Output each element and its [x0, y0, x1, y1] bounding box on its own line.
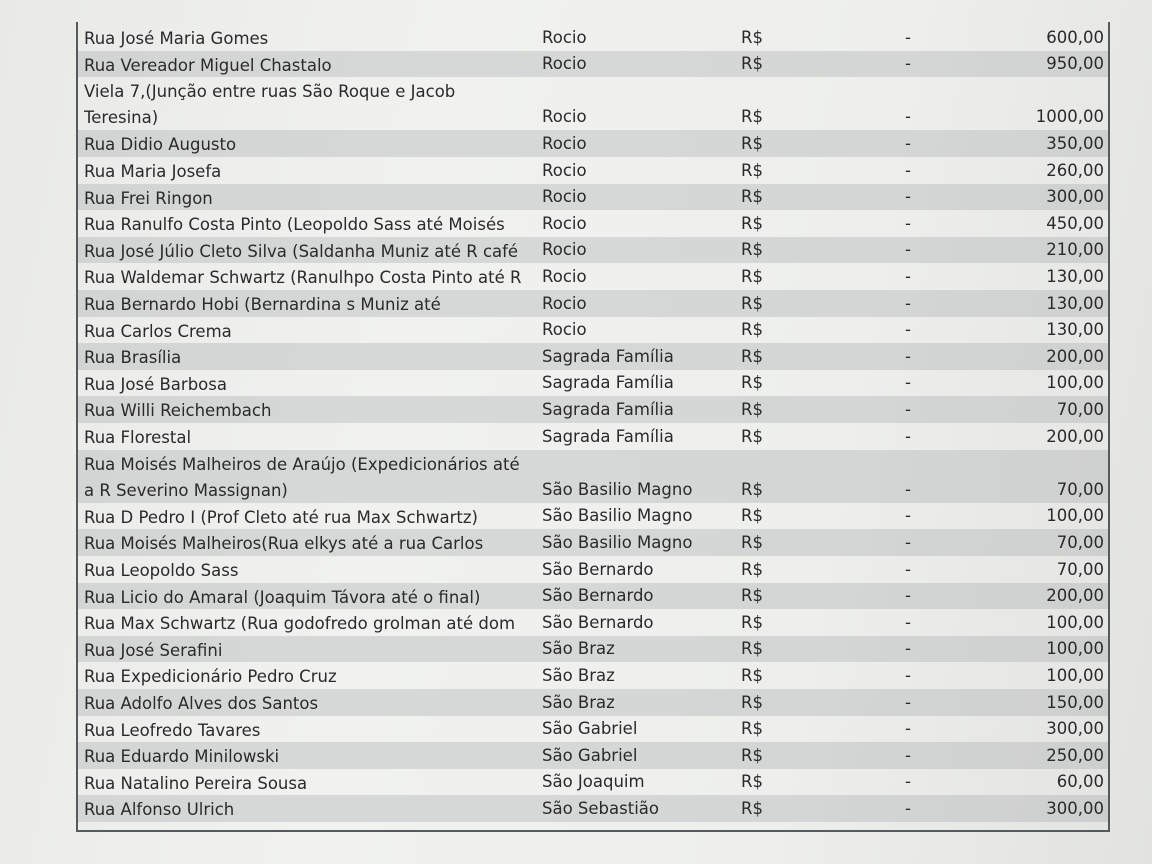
currency-cell: R$	[741, 320, 763, 340]
table-row	[78, 370, 1108, 397]
table-row	[78, 237, 1108, 264]
street-name	[84, 718, 260, 744]
neighborhood-cell: Rocio	[542, 133, 587, 153]
neighborhood-cell: Rocio	[542, 187, 587, 207]
street-name	[84, 319, 232, 345]
neighborhood-cell: São Gabriel	[542, 719, 638, 739]
neighborhood-cell: Rocio	[542, 160, 587, 180]
dash-cell: -	[905, 426, 911, 446]
table-row	[78, 157, 1108, 184]
table-row	[78, 662, 1108, 689]
street-name-line: Rua Alfonso Ulrich	[84, 800, 235, 820]
value-cell: 130,00	[1046, 320, 1104, 340]
table-row	[78, 795, 1108, 822]
neighborhood-cell: Sagrada Família	[542, 426, 674, 446]
neighborhood-cell: Sagrada Família	[542, 373, 674, 393]
street-name-line: Rua Expedicionário Pedro Cruz	[84, 667, 337, 687]
street-name	[84, 398, 271, 424]
value-cell: 200,00	[1046, 346, 1104, 366]
table-row	[78, 184, 1108, 211]
dash-cell: -	[905, 133, 911, 153]
currency-cell: R$	[741, 133, 763, 153]
neighborhood-cell: Rocio	[542, 293, 587, 313]
dash-cell: -	[905, 54, 911, 74]
dash-cell: -	[905, 373, 911, 393]
table-row	[78, 689, 1108, 716]
currency-cell: R$	[741, 586, 763, 606]
value-cell: 100,00	[1046, 506, 1104, 526]
value-cell: 200,00	[1046, 586, 1104, 606]
value-cell: 130,00	[1046, 293, 1104, 313]
value-cell: 600,00	[1046, 27, 1104, 47]
street-name-line: Rua Adolfo Alves dos Santos	[84, 694, 319, 713]
dash-cell: -	[905, 399, 911, 419]
dash-cell: -	[905, 213, 911, 233]
street-name-line: Rua Leopoldo Sass	[84, 561, 239, 580]
table-row	[78, 556, 1108, 583]
table-row	[78, 343, 1108, 370]
currency-cell: R$	[741, 266, 763, 286]
table-row	[78, 769, 1108, 796]
street-name-line: Rua Frei Ringon	[84, 188, 213, 208]
street-name	[84, 505, 478, 531]
value-cell: 100,00	[1046, 612, 1104, 632]
currency-cell: R$	[741, 506, 763, 526]
dash-cell: -	[905, 107, 911, 127]
street-name-line: Rua Maria Josefa	[84, 162, 222, 181]
table-row	[78, 529, 1108, 556]
dash-cell: -	[905, 559, 911, 579]
value-cell: 300,00	[1046, 187, 1104, 207]
currency-cell: R$	[741, 559, 763, 579]
street-name	[84, 797, 234, 823]
value-cell: 1000,00	[1035, 107, 1104, 127]
neighborhood-cell: Sagrada Família	[542, 399, 674, 419]
street-name-line: a R Severino Massignan)	[84, 480, 288, 500]
value-cell: 100,00	[1046, 665, 1104, 685]
street-name-line: Rua Waldemar Schwartz (Ranulhpo Costa Pinto até R	[84, 268, 522, 288]
neighborhood-cell: São Braz	[542, 639, 615, 659]
value-cell: 60,00	[1056, 772, 1104, 792]
neighborhood-cell: São Bernardo	[542, 612, 654, 632]
dash-cell: -	[905, 586, 911, 606]
currency-cell: R$	[741, 798, 763, 818]
table-row	[78, 51, 1108, 78]
street-name	[84, 664, 337, 690]
neighborhood-cell: Rocio	[542, 54, 587, 74]
dash-cell: -	[905, 479, 911, 499]
value-cell: 70,00	[1056, 399, 1104, 419]
street-name	[84, 53, 332, 79]
street-name-line: Rua José Barbosa	[84, 374, 227, 394]
currency-cell: R$	[741, 54, 763, 74]
dash-cell: -	[905, 240, 911, 260]
currency-cell: R$	[741, 532, 763, 552]
street-name	[84, 132, 236, 158]
currency-cell: R$	[741, 27, 763, 47]
currency-cell: R$	[741, 293, 763, 313]
street-name-line: Rua Willi Reichembach	[84, 401, 272, 421]
currency-cell: R$	[741, 612, 763, 632]
dash-cell: -	[905, 772, 911, 792]
street-name-line: Viela 7,(Junção entre ruas São Roque e Jacob	[84, 82, 456, 102]
table-row	[78, 609, 1108, 636]
dash-cell: -	[905, 266, 911, 286]
street-name-line: Rua Brasília	[84, 348, 182, 368]
street-name-line: Rua Didio Augusto	[84, 135, 237, 155]
street-name-line: Rua Leofredo Tavares	[84, 720, 261, 740]
street-name	[84, 345, 181, 371]
street-name-line: Rua Moisés Malheiros(Rua elkys até a rua Carlos	[84, 534, 484, 554]
dash-cell: -	[905, 639, 911, 659]
value-cell: 350,00	[1046, 133, 1104, 153]
street-name-line: Rua Vereador Miguel Chastalo	[84, 55, 332, 75]
table-row	[78, 636, 1108, 663]
street-name-line: Rua Eduardo Minilowski	[84, 747, 280, 767]
table-row	[78, 742, 1108, 769]
neighborhood-cell: São Gabriel	[542, 745, 638, 765]
neighborhood-cell: São Basilio Magno	[542, 506, 693, 526]
value-cell: 70,00	[1056, 479, 1104, 499]
street-name-line: Rua Florestal	[84, 428, 192, 447]
value-cell: 100,00	[1046, 639, 1104, 659]
table-row	[78, 290, 1108, 317]
currency-cell: R$	[741, 639, 763, 659]
dash-cell: -	[905, 346, 911, 366]
street-name-line: Rua José Maria Gomes	[84, 29, 269, 48]
street-name	[84, 239, 518, 265]
dash-cell: -	[905, 798, 911, 818]
currency-cell: R$	[741, 772, 763, 792]
neighborhood-cell: Rocio	[542, 107, 587, 127]
value-cell: 70,00	[1056, 532, 1104, 552]
dash-cell: -	[905, 612, 911, 632]
dash-cell: -	[905, 665, 911, 685]
neighborhood-cell: São Basilio Magno	[542, 479, 693, 499]
value-cell: 260,00	[1046, 160, 1104, 180]
street-name	[84, 691, 318, 717]
street-name	[84, 771, 307, 797]
street-name-line: Rua José Júlio Cleto Silva (Saldanha Muniz até R café	[84, 241, 519, 261]
value-cell: 130,00	[1046, 266, 1104, 286]
neighborhood-cell: Sagrada Família	[542, 346, 674, 366]
neighborhood-cell: São Braz	[542, 692, 615, 712]
value-cell: 300,00	[1046, 719, 1104, 739]
currency-cell: R$	[741, 399, 763, 419]
currency-cell: R$	[741, 719, 763, 739]
currency-cell: R$	[741, 692, 763, 712]
street-name	[84, 186, 213, 212]
dash-cell: -	[905, 293, 911, 313]
value-cell: 70,00	[1056, 559, 1104, 579]
table-row	[78, 317, 1108, 344]
street-name	[84, 452, 520, 504]
table-row	[78, 583, 1108, 610]
value-cell: 950,00	[1046, 54, 1104, 74]
currency-cell: R$	[741, 745, 763, 765]
currency-cell: R$	[741, 426, 763, 446]
dash-cell: -	[905, 532, 911, 552]
street-name	[84, 26, 268, 52]
table-row	[78, 450, 1108, 503]
currency-cell: R$	[741, 373, 763, 393]
street-name	[84, 611, 515, 637]
value-cell: 250,00	[1046, 745, 1104, 765]
currency-cell: R$	[741, 213, 763, 233]
currency-cell: R$	[741, 160, 763, 180]
table-row	[78, 716, 1108, 743]
street-name-line: Rua José Serafini	[84, 640, 223, 660]
neighborhood-cell: São Joaquim	[542, 772, 645, 792]
street-name-line: Rua Natalino Pereira Sousa	[84, 773, 308, 793]
table-row	[78, 77, 1108, 130]
currency-cell: R$	[741, 346, 763, 366]
street-name	[84, 638, 222, 664]
table-row	[78, 396, 1108, 423]
street-name	[84, 212, 505, 238]
neighborhood-cell: São Sebastião	[542, 798, 659, 818]
street-name-line: Rua Licio do Amaral (Joaquim Távora até o final)	[84, 587, 481, 607]
neighborhood-cell: São Bernardo	[542, 559, 654, 579]
table-row	[78, 503, 1108, 530]
street-name	[84, 425, 191, 451]
currency-cell: R$	[741, 665, 763, 685]
value-cell: 300,00	[1046, 798, 1104, 818]
currency-cell: R$	[741, 240, 763, 260]
street-name	[84, 531, 483, 557]
street-name	[84, 79, 455, 131]
table-row	[78, 130, 1108, 157]
dash-cell: -	[905, 187, 911, 207]
street-name-line: Rua Carlos Crema	[84, 321, 232, 341]
table-row	[78, 24, 1108, 51]
neighborhood-cell: Rocio	[542, 213, 587, 233]
currency-cell: R$	[741, 187, 763, 207]
street-name	[84, 744, 279, 770]
street-name-line: Rua Ranulfo Costa Pinto (Leopoldo Sass até Moisés	[84, 215, 505, 235]
table-row	[78, 210, 1108, 237]
dash-cell: -	[905, 27, 911, 47]
dash-cell: -	[905, 719, 911, 739]
neighborhood-cell: São Bernardo	[542, 586, 654, 606]
table-row	[78, 423, 1108, 450]
dash-cell: -	[905, 506, 911, 526]
neighborhood-cell: São Basilio Magno	[542, 532, 693, 552]
value-cell: 100,00	[1046, 373, 1104, 393]
street-name	[84, 372, 227, 398]
dash-cell: -	[905, 320, 911, 340]
street-name	[84, 585, 480, 611]
street-name-line: Rua Moisés Malheiros de Araújo (Expedicionários até	[84, 454, 520, 474]
dash-cell: -	[905, 160, 911, 180]
street-name	[84, 265, 521, 291]
table-row	[78, 263, 1108, 290]
street-name-line: Teresina)	[84, 108, 159, 128]
value-cell: 200,00	[1046, 426, 1104, 446]
neighborhood-cell: Rocio	[542, 320, 587, 340]
value-cell: 450,00	[1046, 213, 1104, 233]
currency-cell: R$	[741, 479, 763, 499]
street-name-line: Rua D Pedro I (Prof Cleto até rua Max Schwartz)	[84, 507, 478, 527]
currency-cell: R$	[741, 107, 763, 127]
neighborhood-cell: São Braz	[542, 665, 615, 685]
street-name	[84, 159, 221, 185]
street-name-line: Rua Bernardo Hobi (Bernardina s Muniz até	[84, 295, 441, 314]
street-name	[84, 558, 238, 584]
neighborhood-cell: Rocio	[542, 27, 587, 47]
neighborhood-cell: Rocio	[542, 240, 587, 260]
street-price-table	[76, 22, 1110, 832]
value-cell: 210,00	[1046, 240, 1104, 260]
dash-cell: -	[905, 692, 911, 712]
street-name-line: Rua Max Schwartz (Rua godofredo grolman até dom	[84, 614, 516, 634]
street-name	[84, 292, 441, 318]
neighborhood-cell: Rocio	[542, 266, 587, 286]
value-cell: 150,00	[1046, 692, 1104, 712]
dash-cell: -	[905, 745, 911, 765]
